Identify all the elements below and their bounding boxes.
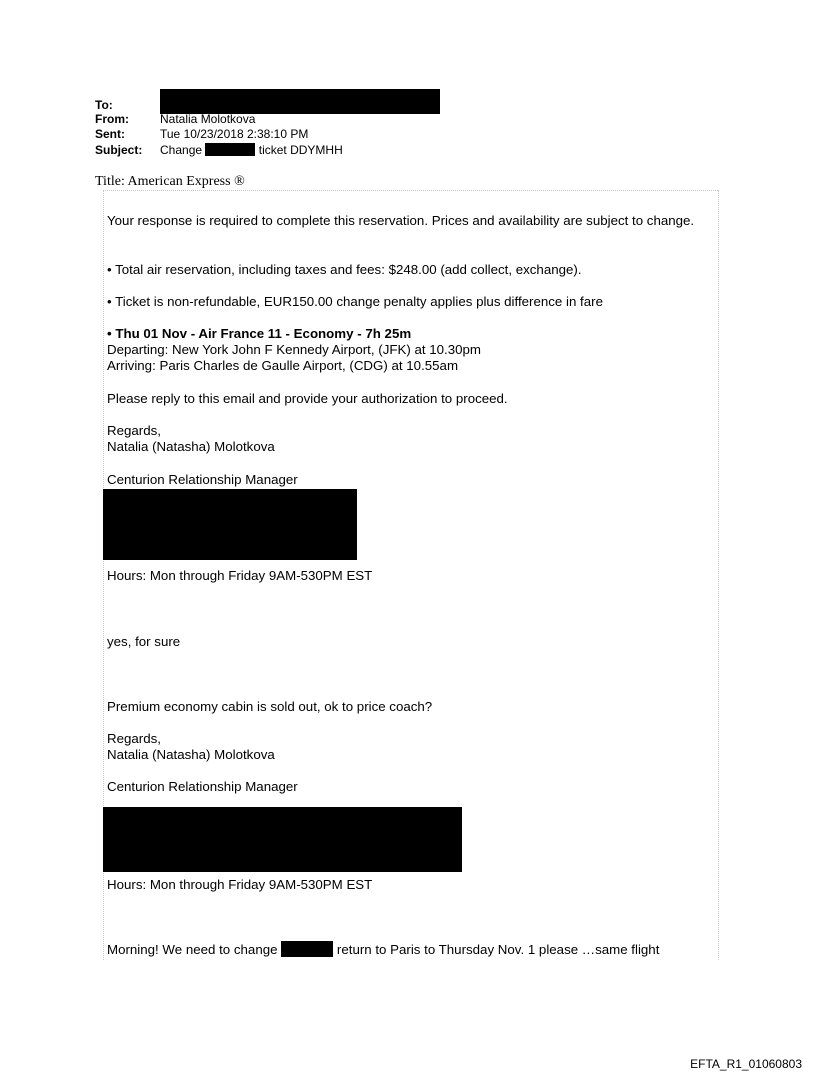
message-frame-right <box>718 190 719 960</box>
premium-question: Premium economy cabin is sold out, ok to price coach? <box>107 699 433 714</box>
redaction-to <box>160 89 440 114</box>
reply-yes: yes, for sure <box>107 634 181 649</box>
bullet-flight: • Thu 01 Nov - Air France 11 - Economy - 7h 25m <box>107 326 412 341</box>
arriving-text: Arriving: Paris Charles de Gaulle Airport, (CDG) at 10.55am <box>107 358 459 373</box>
redaction-morning <box>281 941 333 957</box>
bullet-total: • Total air reservation, including taxes and fees: $248.00 (add collect, exchange). <box>107 262 582 277</box>
regards-1: Regards, <box>107 423 161 438</box>
from-label: From: <box>95 112 129 126</box>
signature-name-2: Natalia (Natasha) Molotkova <box>107 747 275 762</box>
document-id: EFTA_R1_01060803 <box>690 1057 802 1071</box>
subject-suffix: ticket DDYMHH <box>258 143 343 157</box>
title-line: Title: American Express ® <box>95 174 245 189</box>
redaction-signature-1 <box>103 489 357 560</box>
departing-text: Departing: New York John F Kennedy Airport, (JFK) at 10.30pm <box>107 342 481 357</box>
signature-role-1: Centurion Relationship Manager <box>107 472 298 487</box>
to-label: To: <box>95 98 113 112</box>
from-value: Natalia Molotkova <box>160 112 256 126</box>
subject-label: Subject: <box>95 143 143 157</box>
reply-request: Please reply to this email and provide your authorization to proceed. <box>107 391 508 406</box>
message-frame-top <box>103 190 718 191</box>
regards-2: Regards, <box>107 731 161 746</box>
subject-prefix: Change <box>160 143 203 157</box>
redaction-signature-2 <box>103 807 462 872</box>
bullet-ticket: • Ticket is non-refundable, EUR150.00 change penalty applies plus difference in fare <box>107 294 603 309</box>
morning-suffix: return to Paris to Thursday Nov. 1 please …same flight <box>336 942 660 957</box>
hours-2: Hours: Mon through Friday 9AM-530PM EST <box>107 877 373 892</box>
intro-text: Your response is required to complete this reservation. Prices and availability are subject to change. <box>107 213 695 228</box>
subject-value <box>160 143 343 157</box>
signature-role-2: Centurion Relationship Manager <box>107 779 298 794</box>
redaction-subject <box>205 143 255 156</box>
morning-message <box>107 941 659 958</box>
sent-label: Sent: <box>95 127 125 141</box>
sent-value: Tue 10/23/2018 2:38:10 PM <box>160 127 309 141</box>
hours-1: Hours: Mon through Friday 9AM-530PM EST <box>107 568 373 583</box>
morning-prefix: Morning! We need to change <box>107 942 278 957</box>
signature-name-1: Natalia (Natasha) Molotkova <box>107 439 275 454</box>
